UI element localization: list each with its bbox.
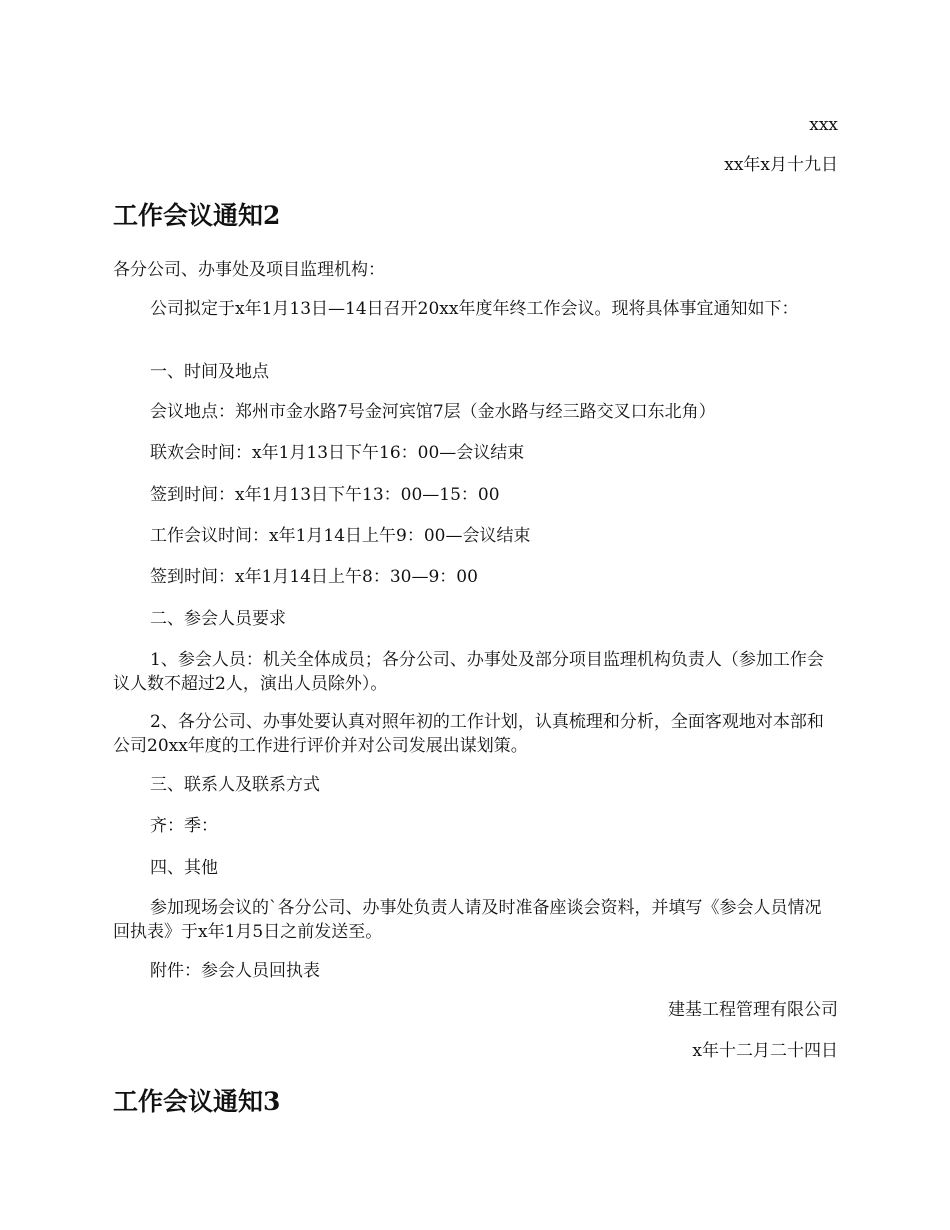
- section-2-date: x年十二月二十四日: [692, 1041, 838, 1061]
- salutation: 各分公司、办事处及项目监理机构：: [113, 260, 385, 280]
- requirement-1: 1、参会人员：机关全体成员；各分公司、办事处及部分项目监理机构负责人（参加工作会议人数不超过2人，演出人员除外）。: [113, 650, 824, 694]
- company-signature: 建基工程管理有限公司: [668, 1000, 838, 1020]
- other-heading: 四、其他: [150, 858, 218, 878]
- attachment-line: 附件：参会人员回执表: [150, 961, 320, 981]
- top-signature-name: xxx: [809, 115, 838, 135]
- contact-heading: 三、联系人及联系方式: [150, 775, 320, 795]
- venue-line: 会议地点：郑州市金水路7号金河宾馆7层（金水路与经三路交叉口东北角）: [150, 402, 716, 422]
- meeting-time-line: 工作会议时间：x年1月14日上午9：00—会议结束: [150, 526, 531, 546]
- attendee-heading: 二、参会人员要求: [150, 609, 286, 629]
- checkin-time-line-1: 签到时间：x年1月13日下午13：00—15：00: [150, 485, 500, 505]
- section-2-title: 工作会议通知2: [113, 201, 281, 230]
- section-3-title: 工作会议通知3: [113, 1087, 281, 1116]
- checkin-time-line-2: 签到时间：x年1月14日上午8：30—9：00: [150, 567, 478, 587]
- other-paragraph: 参加现场会议的`各分公司、办事处负责人请及时准备座谈会资料，并填写《参会人员情况回执表》于x年1月5日之前发送至。: [113, 898, 822, 942]
- contact-names: 齐：季：: [150, 816, 218, 836]
- requirement-2: 2、各分公司、办事处要认真对照年初的工作计划，认真梳理和分析，全面客观地对本部和公司20xx年度的工作进行评价并对公司发展出谋划策。: [113, 712, 824, 756]
- time-place-heading: 一、时间及地点: [150, 362, 269, 382]
- party-time-line: 联欢会时间：x年1月13日下午16：00—会议结束: [150, 443, 525, 463]
- top-signature-date: xx年x月十九日: [724, 155, 838, 175]
- intro-paragraph: 公司拟定于x年1月13日—14日召开20xx年度年终工作会议。现将具体事宜通知如下：: [150, 299, 799, 319]
